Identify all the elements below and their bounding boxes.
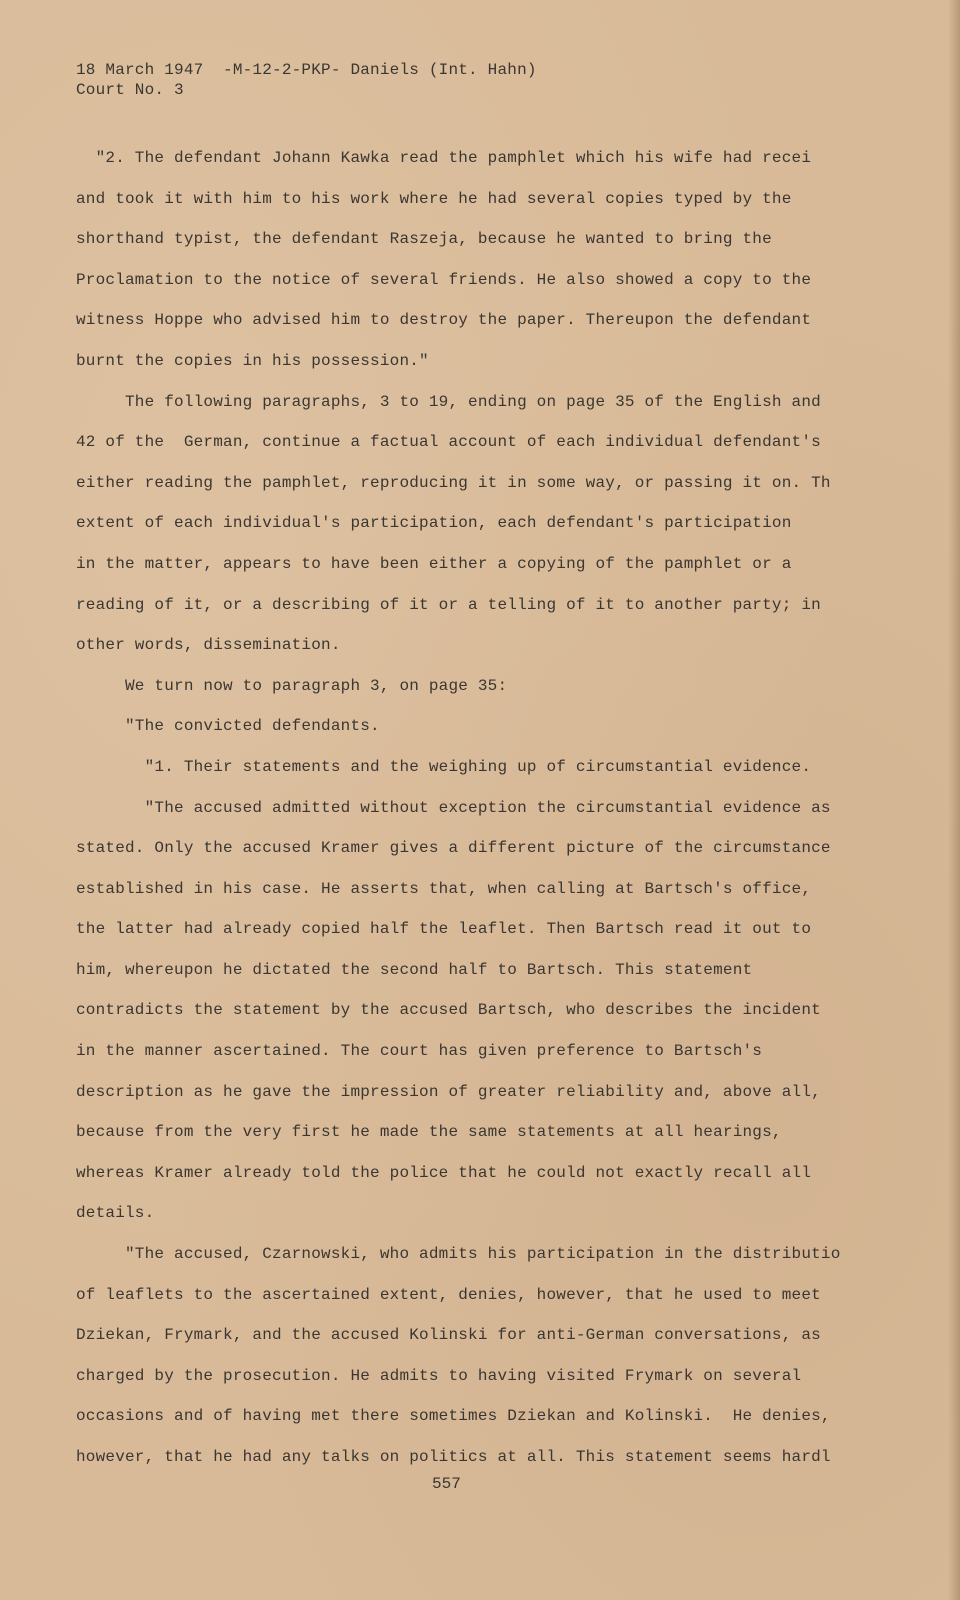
text-line: either reading the pamphlet, reproducing it in some way, or passing it on. Th [76,473,831,492]
text-line: Dziekan, Frymark, and the accused Kolinski for anti-German conversations, as [76,1326,821,1345]
text-line: witness Hoppe who advised him to destroy the paper. Thereupon the defendant [76,311,812,330]
document-header [76,60,537,100]
text-line: the latter had already copied half the leaflet. Then Bartsch read it out to [76,920,812,939]
text-line: The following paragraphs, 3 to 19, ending on page 35 of the English and [76,392,821,411]
text-line: contradicts the statement by the accused Bartsch, who describes the incident [76,1001,821,1020]
header-line-1: 18 March 1947 -M-12-2-PKP- Daniels (Int. Hahn) [76,61,537,79]
text-line: "The convicted defendants. [76,717,380,736]
text-line: whereas Kramer already told the police that he could not exactly recall all [76,1163,812,1182]
text-line: and took it with him to his work where he had several copies typed by the [76,189,792,208]
text-line: other words, dissemination. [76,636,341,655]
text-line: "The accused admitted without exception the circumstantial evidence as [76,798,831,817]
page-number: 557 [432,1475,461,1493]
text-line: in the manner ascertained. The court has given preference to Bartsch's [76,1042,763,1061]
text-line: because from the very first he made the same statements at all hearings, [76,1123,782,1142]
text-line: "The accused, Czarnowski, who admits his participation in the distributio [76,1245,841,1264]
text-line: "1. Their statements and the weighing up of circumstantial evidence. [76,757,812,776]
text-line: reading of it, or a describing of it or a telling of it to another party; in [76,595,821,614]
text-line: description as he gave the impression of greater reliability and, above all, [76,1082,821,1101]
text-line: burnt the copies in his possession." [76,351,429,370]
text-line: occasions and of having met there sometimes Dziekan and Kolinski. He denies, [76,1407,831,1426]
text-line: however, that he had any talks on politics at all. This statement seems hardl [76,1448,831,1466]
transcript-body [76,138,956,1478]
text-line: stated. Only the accused Kramer gives a different picture of the circumstance [76,839,831,858]
text-line: in the matter, appears to have been either a copying of the pamphlet or a [76,554,792,573]
text-line: 42 of the German, continue a factual account of each individual defendant's [76,433,821,452]
text-line: We turn now to paragraph 3, on page 35: [76,676,508,695]
text-line: shorthand typist, the defendant Raszeja, because he wanted to bring the [76,230,772,249]
text-line: details. [76,1204,155,1223]
text-line: extent of each individual's participation, each defendant's participation [76,514,792,533]
text-line: charged by the prosecution. He admits to having visited Frymark on several [76,1366,802,1385]
text-line: "2. The defendant Johann Kawka read the pamphlet which his wife had recei [76,149,812,167]
text-line: of leaflets to the ascertained extent, denies, however, that he used to meet [76,1285,821,1304]
header-line-2: Court No. 3 [76,81,184,99]
text-line: Proclamation to the notice of several friends. He also showed a copy to the [76,270,812,289]
text-line: established in his case. He asserts that, when calling at Bartsch's office, [76,879,812,898]
text-line: him, whereupon he dictated the second half to Bartsch. This statement [76,960,753,979]
